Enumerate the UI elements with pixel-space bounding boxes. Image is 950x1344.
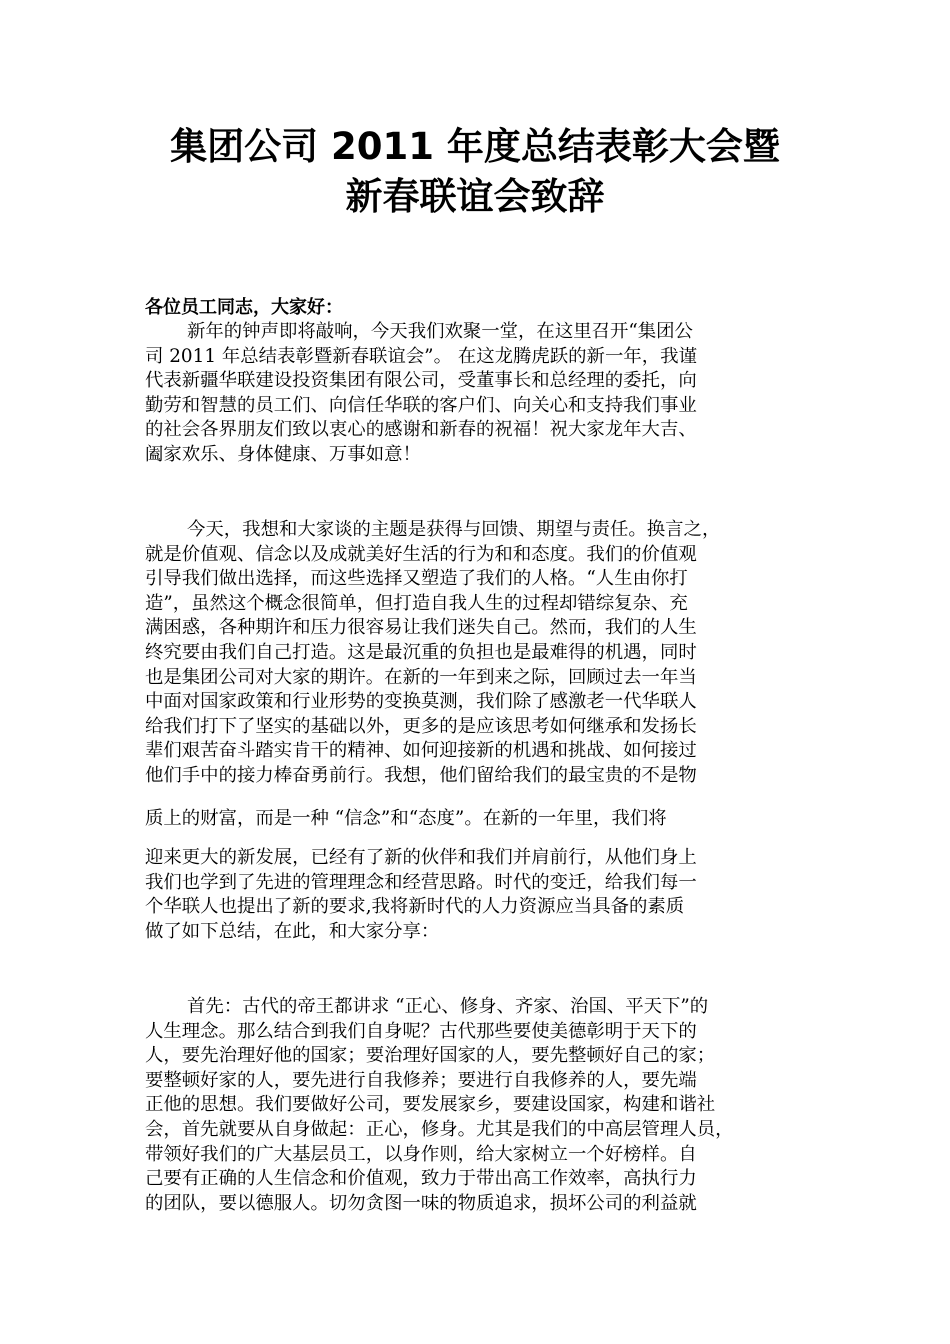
text-line: 人生理念。那么结合到我们自身呢？古代那些要使美德彰明于天下的 xyxy=(145,1020,697,1042)
text-line: 的社会各界朋友们致以衷心的感谢和新春的祝福！祝大家龙年大吉、 xyxy=(145,419,697,441)
text-line: 阖家欢乐、身体健康、万事如意！ xyxy=(145,443,421,465)
text-line: 也是集团公司对大家的期许。在新的一年到来之际，回顾过去一年当 xyxy=(145,666,697,688)
text-line: 新年的钟声即将敲响，今天我们欢聚一堂，在这里召开“集团公 xyxy=(187,321,693,342)
text-line: 迎来更大的新发展，已经有了新的伙伴和我们并肩前行，从他们身上 xyxy=(145,847,697,868)
paragraph-theme-tail xyxy=(145,846,810,944)
text-line: 司 2011 年总结表彰暨新春联谊会”。 在这龙腾虎跃的新一年，我谨 xyxy=(145,345,697,367)
text-line: 质上的财富，而是一种 “信念”和“态度”。在新的一年里，我们将 xyxy=(145,808,667,829)
text-line: 己要有正确的人生信念和价值观，致力于带出高工作效率，高执行力 xyxy=(145,1168,697,1190)
text-line: 勤劳和智慧的员工们、向信任华联的客户们、向关心和支持我们事业 xyxy=(145,394,697,416)
greeting: 各位员工同志，大家好： xyxy=(145,297,343,318)
paragraph-theme xyxy=(145,518,810,789)
text-line: 中面对国家政策和行业形势的变换莫测，我们除了感激老一代华联人 xyxy=(145,691,697,713)
text-line: 给我们打下了坚实的基础以外，更多的是应该思考如何继承和发扬长 xyxy=(145,715,697,737)
text-line: 辈们艰苦奋斗踏实肯干的精神、如何迎接新的机遇和挑战、如何接过 xyxy=(145,740,697,762)
text-line: 首先：古代的帝王都讲求 “正心、修身、齐家、治国、平天下”的 xyxy=(187,996,709,1017)
title-line: 集团公司 2011 年度总结表彰大会暨 xyxy=(170,125,780,168)
paragraph-opening xyxy=(145,320,810,468)
text-line: 引导我们做出选择，而这些选择又塑造了我们的人格。“人生由你打 xyxy=(145,568,688,590)
text-line: 代表新疆华联建设投资集团有限公司，受董事长和总经理的委托，向 xyxy=(145,370,697,392)
document-title xyxy=(100,122,850,222)
text-line: 做了如下总结，在此，和大家分享： xyxy=(145,920,440,942)
text-line: 个华联人也提出了新的要求,我将新时代的人力资源应当具备的素质 xyxy=(145,896,685,918)
text-line: 正他的思想。我们要做好公司，要发展家乡，要建设国家，构建和谐社 xyxy=(145,1094,716,1116)
paragraph-theme-continued xyxy=(145,807,810,832)
text-line: 他们手中的接力棒奋勇前行。我想，他们留给我们的最宝贵的不是物 xyxy=(145,764,697,786)
text-line: 满困惑，各种期许和压力很容易让我们迷失自己。然而，我们的人生 xyxy=(145,617,697,639)
text-line: 终究要由我们自己打造。这是最沉重的负担也是最难得的机遇，同时 xyxy=(145,641,697,663)
text-line: 带领好我们的广大基层员工，以身作则，给大家树立一个好榜样。自 xyxy=(145,1143,697,1165)
text-line: 要整顿好家的人，要先进行自我修养；要进行自我修养的人，要先端 xyxy=(145,1069,697,1091)
text-line: 人，要先治理好他的国家；要治理好国家的人，要先整顿好自己的家； xyxy=(145,1045,716,1067)
text-line: 的团队，要以德服人。切勿贪图一味的物质追求，损坏公司的利益就 xyxy=(145,1192,697,1214)
text-line: 就是价值观、信念以及成就美好生活的行为和和态度。我们的价值观 xyxy=(145,543,697,565)
text-line: 我们也学到了先进的管理理念和经营思路。时代的变迁，给我们每一 xyxy=(145,871,697,893)
text-line: 造”，虽然这个概念很简单，但打造自我人生的过程却错综复杂、充 xyxy=(145,592,688,614)
title-line: 新春联谊会致辞 xyxy=(345,175,605,218)
paragraph-first-point xyxy=(145,995,810,1216)
text-line: 会，首先就要从自身做起：正心，修身。尤其是我们的中高层管理人员， xyxy=(145,1118,734,1140)
text-line: 今天，我想和大家谈的主题是获得与回馈、期望与责任。换言之， xyxy=(187,519,721,540)
